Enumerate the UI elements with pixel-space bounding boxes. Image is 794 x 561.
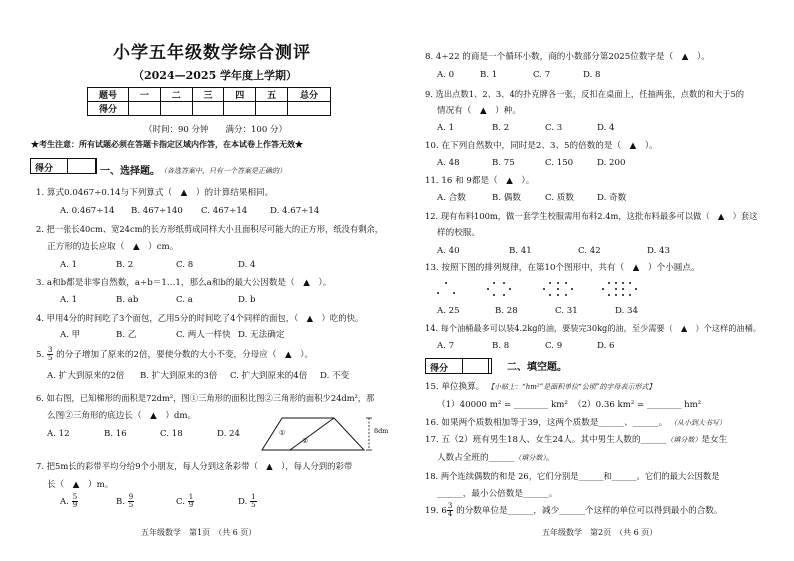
question-10: 10. 在下列自然数中，同时是2、3、5的倍数的是（ ▲ ）。: [425, 141, 658, 151]
q14-option-a: A. 7: [437, 341, 455, 351]
exam-notice: ★考生注意：所有试题必须在答题卡指定区域内作答，在本试卷上作答无效★: [31, 139, 303, 149]
dot: [487, 288, 489, 290]
q17-text-2: 人数占全班的______: [437, 453, 515, 463]
q11-option-b: B. 偶数: [492, 193, 521, 203]
dot-pattern-figure-4: [602, 282, 642, 298]
q16-hint: （从小到大书写）: [669, 419, 726, 427]
dot: [445, 282, 447, 284]
q5-fraction: [47, 347, 53, 362]
dot: [622, 288, 624, 290]
q5-frac-den: 5: [47, 354, 53, 362]
question-17-cont[interactable]: [437, 454, 554, 463]
q7-option-c-letter: C.: [176, 497, 186, 507]
dot: [493, 282, 495, 284]
time-info: （时间：90 分钟 满分：100 分）: [144, 125, 287, 135]
question-2-cont: 正方形的边长应取（ ▲ ）cm。: [47, 242, 179, 252]
q7-option-a-frac: [72, 494, 78, 509]
q5-text: 的分子增加了原来的2倍，要使分数的大小不变，分母应（ ▲ ）。: [56, 350, 314, 360]
question-12: 12. 现有布料100m，做一套学生校服需用布料2.4m，这批布料最多可以做（ ▲ ）套这: [425, 211, 758, 221]
dot: [503, 294, 505, 296]
q19-text: 的分数单位是______，减少______个这样的单位可以得到最小的合数。: [456, 506, 723, 516]
q6-option-d: D. 24: [217, 429, 240, 439]
q15-part-2[interactable]: （2）0.36 km² = ________ hm²: [573, 400, 702, 410]
q15-hint: 【小贴士：“hm²”是面积单位“公顷”的字母表示形式】: [487, 383, 656, 391]
q12-option-b: B. 41: [509, 246, 532, 256]
q4-option-b: B. 乙: [116, 330, 137, 340]
dot-pattern-figure-3: [543, 282, 579, 298]
score-blank[interactable]: [160, 102, 192, 116]
score-table-header-row: [88, 88, 331, 102]
dot: [608, 294, 610, 296]
question-9-cont: 情况有（ ▲ ）种。: [437, 106, 521, 116]
q7-option-d-frac: [250, 494, 256, 509]
dot: [615, 282, 617, 284]
q12-option-a: A. 40: [437, 246, 460, 256]
dot: [622, 282, 624, 284]
dot: [437, 292, 439, 294]
score-cell: 一: [129, 88, 161, 102]
q7-option-c: [176, 494, 194, 509]
question-13: 13. 按照下图的排列规律，在第10个图形中，共有（ ▲ ）个小圆点。: [425, 263, 700, 273]
q4-option-d: D. 无法确定: [238, 330, 285, 340]
q2-option-b: B. 2: [116, 260, 134, 270]
q16-text: 16. 如果两个质数相加等于39，这两个质数是______、______。: [425, 418, 668, 428]
q19-frac-den: 4: [447, 510, 453, 518]
question-7: 7. 把5m长的彩带平均分给9个小朋友，每人分到这条彩带（ ▲ ），每人分到的彩带: [36, 461, 353, 471]
figure-label-1: ①: [279, 429, 286, 437]
section1-note: （各选答案中，只有一个答案是正确的）: [160, 167, 286, 175]
q13-option-c: C. 31: [555, 306, 578, 316]
q8-option-a: A. 0: [437, 70, 455, 80]
score-box-blank[interactable]: [67, 158, 97, 174]
q13-option-b: B. 28: [495, 306, 518, 316]
question-18-cont[interactable]: ______，最小公倍数是______。: [437, 489, 558, 499]
score-box-label: 得分: [35, 164, 54, 174]
q7-option-a-letter: A.: [60, 497, 69, 507]
dot: [557, 294, 559, 296]
q11-option-a: A. 合数: [437, 193, 466, 203]
section1-title: 一、选择题。: [100, 166, 160, 177]
frac-den: 5: [128, 501, 134, 509]
q9-option-a: A. 1: [437, 123, 455, 133]
score-box-2-blank[interactable]: [462, 358, 492, 374]
exam-title: 小学五年级数学综合测评: [113, 43, 311, 63]
q19-fraction: [447, 503, 453, 518]
score-cell: 四: [224, 88, 256, 102]
q12-option-d: D. 43: [647, 246, 670, 256]
dot-pattern-figure-2: [487, 282, 515, 298]
q1-option-a: A. 0.467÷14: [60, 206, 115, 216]
question-12-cont: 样的校服。: [437, 228, 480, 238]
dot: [629, 294, 631, 296]
q9-option-d: D. 4: [597, 123, 615, 133]
q3-option-a: A. 1: [60, 295, 78, 305]
dot: [635, 288, 637, 290]
q1-option-d: D. 4.67÷14: [270, 206, 320, 216]
question-19[interactable]: [425, 503, 723, 518]
dot: [453, 292, 455, 294]
q6-option-c: C. 18: [160, 429, 183, 439]
question-1: 1. 算式0.0467÷0.14与下列算式（ ▲ ）的计算结果相同。: [36, 188, 274, 198]
q14-option-b: B. 8: [492, 341, 510, 351]
frac-den: 9: [72, 501, 78, 509]
dot: [543, 288, 545, 290]
q8-option-d: D. 8: [583, 70, 601, 80]
q17-text-2b: 。: [545, 453, 555, 463]
score-box-2-label: 得分: [430, 364, 449, 374]
q12-option-c: C. 42: [578, 246, 601, 256]
score-cell: 五: [256, 88, 288, 102]
score-cell: 总分: [288, 88, 331, 102]
dot: [622, 294, 624, 296]
q17-text: 17. 五（2）班有男生18人、女生24人。其中男生人数的______: [425, 435, 667, 445]
q17-text-b: 是女生: [701, 435, 728, 445]
q2-option-d: D. 4: [238, 260, 256, 270]
question-11: 11. 16 和 9都是（ ▲ ）。: [425, 176, 535, 186]
q7-option-c-frac: [188, 494, 194, 509]
dot: [509, 288, 511, 290]
q9-option-c: C. 3: [545, 123, 563, 133]
dot: [549, 294, 551, 296]
dot: [565, 282, 567, 284]
q13-option-d: D. 34: [615, 306, 638, 316]
frac-num: 5: [72, 493, 78, 501]
q5-option-c: C. 扩大到原来的4倍: [230, 371, 308, 381]
q9-option-b: B. 2: [492, 123, 510, 133]
score-blank[interactable]: [256, 102, 288, 116]
dot: [608, 282, 610, 284]
question-8: 8. 4÷22 的商是一个循环小数，商的小数部分第2025位数字是（ ▲ ）。: [425, 52, 710, 62]
score-blank[interactable]: [288, 102, 331, 116]
q10-option-c: C. 150: [545, 158, 574, 168]
q7-option-b-letter: B.: [116, 497, 126, 507]
q17-hint2: （填分数）: [514, 454, 546, 462]
question-6-cont: 么图②三角形的底边长（ ▲ ）dm。: [47, 411, 197, 421]
q5-option-a: A. 扩大到原来的2倍: [47, 371, 125, 381]
question-6: 6. 如右图，已知梯形的面积是72dm²，图①三角形的面积比图②三角形的面积少24dm²，那: [36, 393, 375, 403]
q7-option-d: [238, 494, 257, 509]
q1-option-b: B. 467÷140: [131, 206, 183, 216]
q7-option-b: [116, 494, 134, 509]
score-blank[interactable]: [129, 102, 161, 116]
q7-option-b-frac: [128, 494, 134, 509]
exam-subtitle: （2024—2025 学年度上学期）: [133, 69, 298, 82]
question-4: 4. 甲用4分的时间吃了3个面包，乙用5分的时间吃了4个同样的面包，（ ▲ ）吃的快。: [36, 313, 364, 323]
frac-num: 1: [188, 493, 194, 501]
question-7-cont: 长（ ▲ ）m。: [47, 480, 114, 490]
q17-hint1: （填分数）: [666, 436, 702, 444]
dot: [565, 294, 567, 296]
q19-whole: 6: [441, 506, 447, 516]
score-cell: 三: [192, 88, 224, 102]
score-table-score-row: [88, 102, 331, 116]
q5-number: 5.: [36, 350, 45, 360]
dot: [615, 294, 617, 296]
trapezoid-figure: [260, 414, 375, 454]
dot: [549, 282, 551, 284]
question-14: 14. 每个油桶最多可以装4.2kg的油，要装完30kg的油，至少需要（ ▲ ）个这样的油桶。: [425, 323, 761, 333]
q3-option-c: C. a: [176, 295, 193, 305]
question-17[interactable]: [425, 436, 727, 445]
q8-option-b: B. 1: [480, 70, 498, 80]
q19-number: 19.: [425, 506, 439, 516]
q3-option-b: B. ab: [116, 295, 139, 305]
dot: [602, 288, 604, 290]
question-16[interactable]: [425, 419, 726, 428]
dot: [629, 282, 631, 284]
q2-option-c: C. 8: [176, 260, 194, 270]
figure-height-label: 8dm: [374, 427, 389, 435]
q3-option-d: D. b: [238, 295, 256, 305]
q4-option-c: C. 两人一样快: [176, 330, 231, 340]
question-18[interactable]: 18. 两个连续偶数的和是 26，它们分别是______和______。它们的最大公因数是: [425, 471, 720, 481]
q11-option-c: C. 质数: [545, 193, 574, 203]
dot: [557, 288, 559, 290]
q11-option-d: D. 奇数: [597, 193, 627, 203]
q13-option-a: A. 25: [437, 306, 460, 316]
question-15: [425, 383, 655, 392]
score-blank[interactable]: [224, 102, 256, 116]
q10-option-d: D. 200: [597, 158, 626, 168]
q8-option-c: C. 7: [533, 70, 551, 80]
q1-option-c: C. 467÷14: [201, 206, 248, 216]
q10-option-a: A. 48: [437, 158, 460, 168]
question-2: 2. 把一张长40cm、宽24cm的长方形纸剪成同样大小且面积尽可能大的正方形，纸没有剩余，: [36, 224, 384, 234]
page-footer-1: 五年级数学 第1页 （共 6 页）: [141, 528, 257, 537]
dot: [571, 288, 573, 290]
figure-label-2: ②: [302, 437, 309, 445]
question-3: 3. a和b都是非零自然数，a÷b＝1…1，那么a和b的最大公因数是（ ▲ ）。: [36, 278, 332, 288]
score-cell: 二: [160, 88, 192, 102]
frac-num: 9: [128, 493, 134, 501]
q15-text: 15. 单位换算。: [425, 382, 485, 392]
frac-den: 9: [188, 501, 194, 509]
q6-option-a: A. 12: [47, 429, 70, 439]
q10-option-b: B. 75: [492, 158, 515, 168]
page-footer-2: 五年级数学 第2页 （共 6 页）: [542, 528, 658, 537]
q5-frac-num: 3: [47, 346, 53, 354]
question-5: [36, 347, 313, 362]
q19-frac-num: 3: [447, 502, 453, 510]
score-table: [87, 87, 331, 116]
score-cell: 题号: [88, 88, 129, 102]
q7-option-a: [60, 494, 78, 509]
q7-option-d-letter: D.: [238, 497, 248, 507]
q5-option-d: D. 不变: [320, 371, 350, 381]
frac-den: 5: [251, 501, 256, 509]
dot: [493, 294, 495, 296]
q14-option-c: C. 9: [545, 341, 563, 351]
q5-option-b: B. 扩大到原来的3倍: [140, 371, 218, 381]
score-cell: 得分: [88, 102, 129, 116]
exam-page-2: [397, 0, 794, 561]
frac-num: 1: [251, 493, 256, 501]
score-box: [30, 158, 96, 174]
dot: [503, 282, 505, 284]
q6-option-b: B. 16: [104, 429, 127, 439]
score-blank[interactable]: [192, 102, 224, 116]
score-box-2: [425, 358, 489, 374]
dot: [557, 282, 559, 284]
question-9: 9. 选出点数1、2、3、4的扑克牌各一张，反扣在桌面上，任抽两张，点数的和大于5的: [425, 89, 745, 99]
section2-title: 二、填空题。: [507, 362, 567, 373]
q2-option-a: A. 1: [60, 260, 78, 270]
dot-pattern-figure-1: [437, 282, 457, 298]
q14-option-d: D. 6: [597, 341, 615, 351]
dot: [615, 288, 617, 290]
q15-part-1[interactable]: （1）40000 m² = ________ km²: [437, 400, 568, 410]
q4-option-a: A. 甲: [60, 330, 81, 340]
